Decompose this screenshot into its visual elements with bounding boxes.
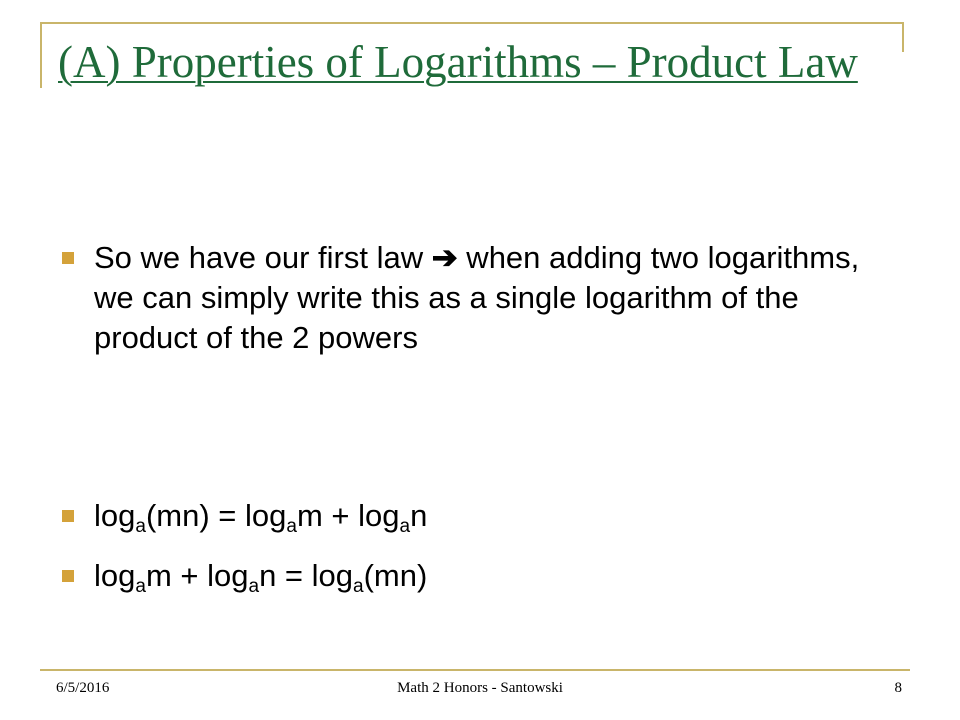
arrow-right-icon: ➔ [431, 240, 458, 275]
footer-page-number: 8 [894, 680, 902, 696]
formula-subscript: a [286, 516, 297, 537]
frame-right-line [902, 22, 904, 52]
frame-bottom-line [40, 669, 910, 671]
formula-text: (mn) [363, 558, 428, 593]
bullet-marker [62, 510, 74, 522]
footer-date: 6/5/2016 [56, 680, 110, 696]
bullet-product-law-reverse [60, 556, 894, 596]
formula-subscript: a [135, 516, 146, 537]
formula-text: log [94, 558, 136, 593]
formula-text: log [94, 498, 136, 533]
bullet-marker [62, 252, 74, 264]
formula-subscript: a [248, 576, 260, 597]
formula-text: n = log [259, 558, 354, 593]
formula-text: n [410, 498, 428, 533]
formula-text: m + log [296, 498, 400, 533]
formula-subscript: a [399, 516, 411, 537]
bullet-first-law [60, 238, 894, 358]
formula-text: (mn) = log [145, 498, 287, 533]
footer-course-title: Math 2 Honors - Santowski [397, 680, 563, 696]
frame-top-line [40, 22, 904, 24]
slide-title: (A) Properties of Logarithms – Product Law [58, 37, 858, 87]
formula-subscript: a [353, 576, 364, 597]
bullet-first-law-text-after: when adding two logarithms, we can simply write this as a single logarithm of the product of the 2 powers [94, 240, 860, 355]
bullet-product-law-formula [60, 496, 894, 536]
bullet-first-law-text-before: So we have our first law [94, 240, 432, 275]
formula-text: m + log [145, 558, 249, 593]
frame-left-line [40, 22, 42, 88]
formula-subscript: a [135, 576, 146, 597]
bullet-marker [62, 570, 74, 582]
